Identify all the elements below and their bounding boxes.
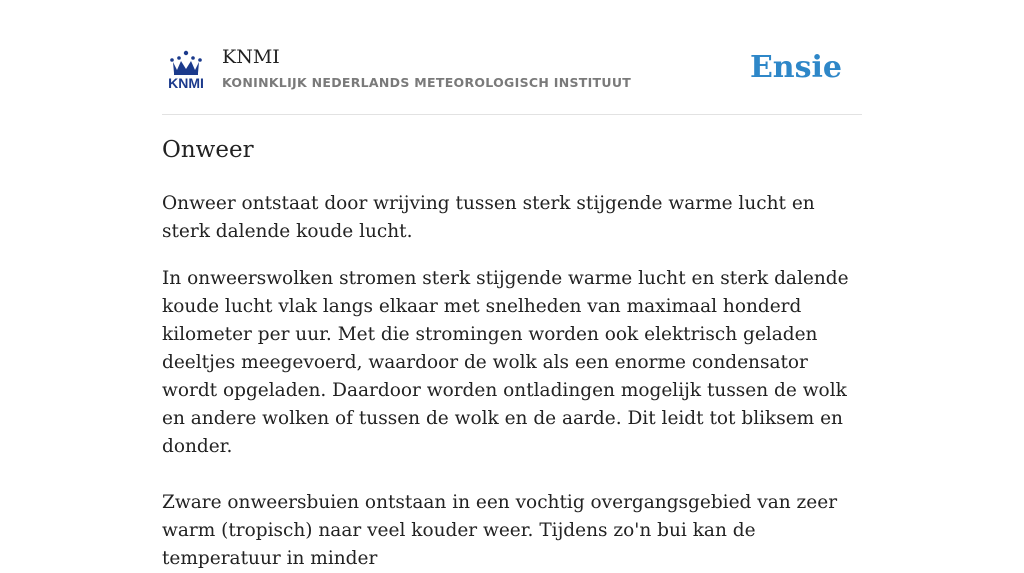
intro-paragraph: Onweer ontstaat door wrijving tussen sterk stijgende warme lucht en sterk dalende koude lucht. <box>162 193 815 242</box>
site-header <box>162 44 862 115</box>
article-body <box>162 265 862 573</box>
knmi-crown-logo-icon[interactable] <box>164 50 208 90</box>
body-paragraph-2: Zware onweersbuien ontstaan in een vochtig overgangsgebied van zeer warm (tropisch) naar veel kouder weer. Tijdens zo'n bui kan de temperatuur in minder <box>162 492 838 569</box>
logo-text: KNMI <box>168 75 204 90</box>
article-title: Onweer <box>162 137 254 163</box>
ensie-brand-logo[interactable]: Ensie <box>749 50 842 85</box>
org-name[interactable]: KNMI <box>222 46 280 68</box>
org-full-name: KONINKLIJK NEDERLANDS METEOROLOGISCH INSTITUUT <box>222 75 632 90</box>
paragraph-gap <box>162 461 862 489</box>
body-paragraph: In onweerswolken stromen sterk stijgende warme lucht en sterk dalende koude lucht vlak langs elkaar met snelheden van maximaal honderd kilometer per uur. Met die stromingen worden ook elektrisch geladen deeltjes meegevoerd, waardoor de wolk als een enorme condensator wordt opgeladen. Daardoor worden ontladingen mogelijk tussen de wolk en andere wolken of tussen de wolk en de aarde. Dit leidt tot bliksem en donder. <box>162 268 849 457</box>
article-intro <box>162 190 862 246</box>
